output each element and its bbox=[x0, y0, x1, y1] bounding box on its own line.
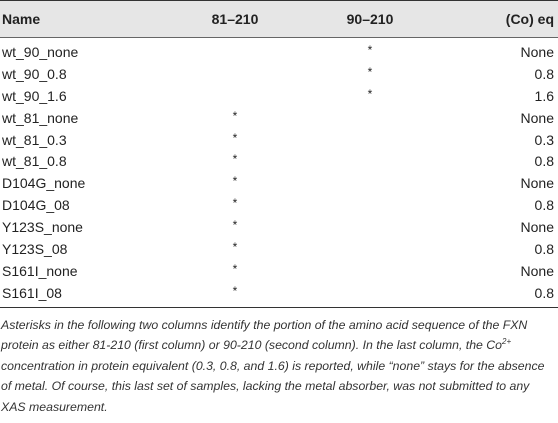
cell-90-210: * bbox=[367, 42, 373, 57]
table-row bbox=[0, 85, 558, 107]
footnote-text-part2: concentration in protein equivalent (0.3, 0.8, and 1.6) is reported, while “none” stays for the absence of metal. Of course, this last set of samples, lacking the metal absorber, was not submitted to any XAS measurement. bbox=[1, 358, 545, 415]
header-name: Name bbox=[2, 11, 41, 27]
cell-co-eq: 0.8 bbox=[534, 65, 554, 82]
cell-co-eq: None bbox=[520, 43, 554, 60]
cell-90-210: * bbox=[367, 64, 373, 79]
cell-name: S161I_none bbox=[2, 262, 78, 279]
cell-co-eq: None bbox=[520, 175, 554, 192]
cell-co-eq: 1.6 bbox=[534, 87, 554, 104]
table-row bbox=[0, 41, 558, 63]
cell-co-eq: None bbox=[520, 109, 554, 126]
cell-81-210: * bbox=[232, 196, 238, 211]
cell-name: wt_90_1.6 bbox=[2, 87, 67, 104]
footnote-superscript: 2+ bbox=[502, 337, 512, 347]
table-row bbox=[0, 282, 558, 304]
cell-81-210: * bbox=[232, 152, 238, 167]
cell-name: D104G_08 bbox=[2, 197, 70, 214]
header-co-eq: (Co) eq bbox=[505, 11, 554, 27]
table-row bbox=[0, 172, 558, 194]
cell-name: wt_81_0.8 bbox=[2, 153, 67, 170]
header-90-210: 90–210 bbox=[346, 11, 394, 27]
cell-81-210: * bbox=[232, 174, 238, 189]
cell-name: D104G_none bbox=[2, 175, 86, 192]
cell-co-eq: 0.3 bbox=[534, 131, 554, 148]
table-row bbox=[0, 129, 558, 151]
table-row bbox=[0, 63, 558, 85]
cell-name: Y123S_none bbox=[2, 219, 83, 236]
table-bottom-rule bbox=[0, 307, 558, 308]
cell-co-eq: 0.8 bbox=[534, 153, 554, 170]
cell-name: wt_90_none bbox=[2, 43, 79, 60]
cell-name: wt_81_0.3 bbox=[2, 131, 67, 148]
table-row bbox=[0, 216, 558, 238]
cell-90-210: * bbox=[367, 86, 373, 101]
cell-81-210: * bbox=[232, 283, 238, 298]
table-row bbox=[0, 260, 558, 282]
table-row bbox=[0, 194, 558, 216]
cell-co-eq: 0.8 bbox=[534, 197, 554, 214]
table-row bbox=[0, 238, 558, 260]
cell-name: wt_90_0.8 bbox=[2, 65, 67, 82]
cell-81-210: * bbox=[232, 130, 238, 145]
table-header-row bbox=[0, 0, 558, 38]
cell-81-210: * bbox=[232, 239, 238, 254]
cell-name: wt_81_none bbox=[2, 109, 79, 126]
cell-co-eq: 0.8 bbox=[534, 284, 554, 301]
cell-81-210: * bbox=[232, 108, 238, 123]
cell-81-210: * bbox=[232, 261, 238, 276]
table-body bbox=[0, 38, 558, 304]
cell-name: S161I_08 bbox=[2, 284, 62, 301]
cell-81-210: * bbox=[232, 218, 238, 233]
table-row bbox=[0, 150, 558, 172]
cell-co-eq: None bbox=[520, 262, 554, 279]
table-row bbox=[0, 107, 558, 129]
footnote-text-part1: Asterisks in the following two columns identify the portion of the amino acid sequence of the FXN protein as either 81-210 (first column) or 90-210 (second column). In the last column, the Co bbox=[1, 317, 528, 353]
header-81-210: 81–210 bbox=[211, 11, 259, 27]
cell-co-eq: None bbox=[520, 219, 554, 236]
cell-co-eq: 0.8 bbox=[534, 240, 554, 257]
table-footnote bbox=[0, 315, 558, 418]
cell-name: Y123S_08 bbox=[2, 240, 68, 257]
